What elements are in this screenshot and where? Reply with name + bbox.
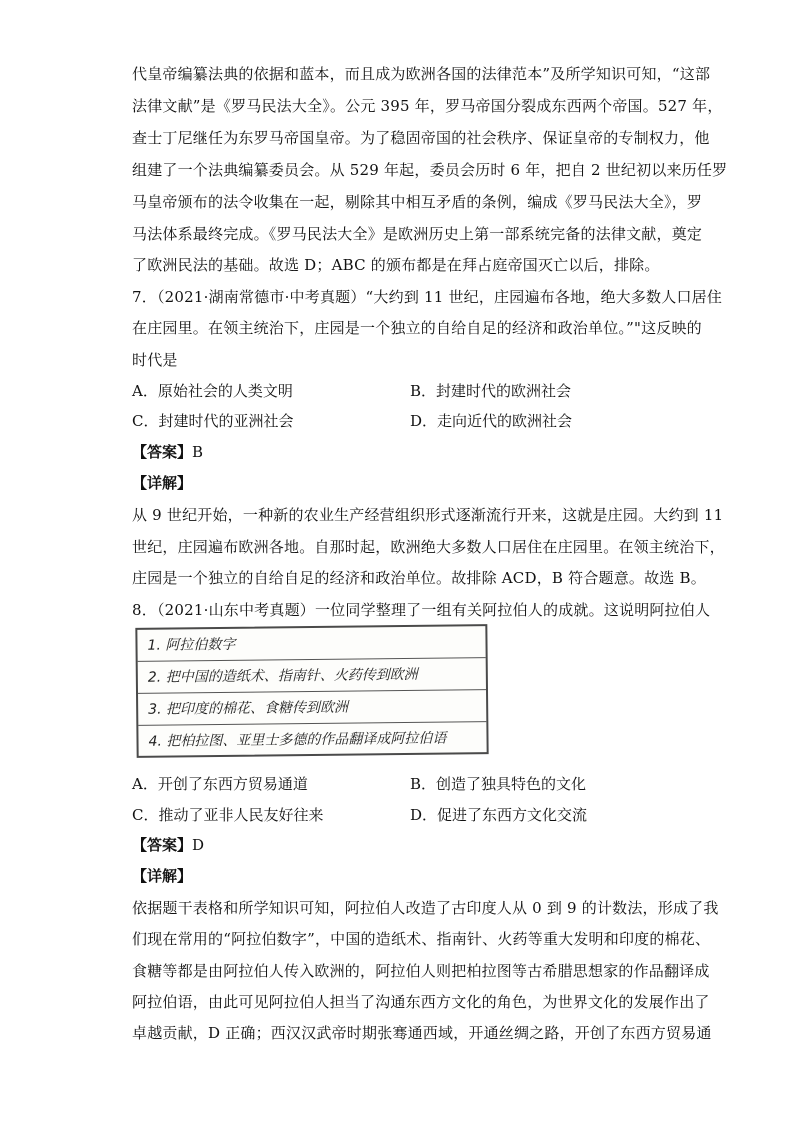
q7-answer xyxy=(132,442,203,462)
intro-line: 了欧洲民法的基础。故选 D；ABC 的颁布都是在拜占庭帝国灭亡以后，排除。 xyxy=(132,256,660,274)
q7-option-a: A．原始社会的人类文明 xyxy=(132,382,293,400)
q7-option-b: B．封建时代的欧洲社会 xyxy=(410,382,572,400)
q8-detail-line: 卓越贡献，D 正确；西汉汉武帝时期张骞通西域，开通丝绸之路，开创了东西方贸易通 xyxy=(132,1024,712,1042)
intro-line: 查士丁尼继任为东罗马帝国皇帝。为了稳固帝国的社会秩序、保证皇帝的专制权力，他 xyxy=(132,129,710,147)
q7-detail-line: 世纪，庄园遍布欧洲各地。自那时起，欧洲绝大多数人口居住在庄园里。在领主统治下， xyxy=(132,538,725,556)
achievement-table xyxy=(135,624,488,758)
q8-option-a: A．开创了东西方贸易通道 xyxy=(132,775,308,793)
question-8-stem: 8．（2021·山东中考真题）一位同学整理了一组有关阿拉伯人的成就。这说明阿拉伯人 xyxy=(132,601,711,619)
q8-detail-line: 阿拉伯语，由此可见阿拉伯人担当了沟通东西方文化的角色，为世界文化的发展作出了 xyxy=(132,993,710,1011)
table-row: 1. 阿拉伯数字 xyxy=(137,626,485,662)
answer-label: 【答案】 xyxy=(132,443,193,461)
q7-detail-line: 从 9 世纪开始，一种新的农业生产经营组织形式逐渐流行开来，这就是庄园。大约到 11 xyxy=(132,506,724,524)
q8-detail-label: 【详解】 xyxy=(132,867,193,885)
q8-option-c: C．推动了亚非人民友好往来 xyxy=(132,806,324,824)
q8-detail-line: 食糖等都是由阿拉伯人传入欧洲的，阿拉伯人则把柏拉图等古希腊思想家的作品翻译成 xyxy=(132,962,710,980)
answer-value: B xyxy=(192,443,204,461)
q7-detail-line: 庄园是一个独立的自给自足的经济和政治单位。故排除 ACD，B 符合题意。故选 B。 xyxy=(132,569,706,587)
table-row: 4. 把柏拉图、亚里士多德的作品翻译成阿拉伯语 xyxy=(148,730,447,750)
q7-detail-label: 【详解】 xyxy=(132,474,193,492)
q7-option-c: C．封建时代的亚洲社会 xyxy=(132,412,294,430)
question-7-stem: 在庄园里。在领主统治下，庄园是一个独立的自给自足的经济和政治单位。”"这反映的 xyxy=(132,319,702,337)
q8-option-d: D．促进了东西方文化交流 xyxy=(410,806,588,824)
question-7-stem: 时代是 xyxy=(132,351,178,369)
answer-label: 【答案】 xyxy=(132,836,193,854)
q8-answer xyxy=(132,835,204,855)
intro-line: 马皇帝颁布的法令收集在一起，剔除其中相互矛盾的条例，编成《罗马民法大全》，罗 xyxy=(132,193,703,211)
q8-option-b: B．创造了独具特色的文化 xyxy=(410,775,587,793)
intro-line: 法律文献”是《罗马民法大全》。公元 395 年，罗马帝国分裂成东西两个帝国。527 年， xyxy=(132,97,723,115)
table-row: 3. 把印度的棉花、食糖传到欧洲 xyxy=(138,690,486,726)
q8-detail-line: 依据题干表格和所学知识可知，阿拉伯人改造了古印度人从 0 到 9 的计数法，形成了我 xyxy=(132,899,719,917)
intro-line: 马法体系最终完成。《罗马民法大全》是欧洲历史上第一部系统完备的法律文献，奠定 xyxy=(132,225,703,243)
q8-detail-line: 们现在常用的“阿拉伯数字”，中国的造纸术、指南针、火药等重大发明和印度的棉花、 xyxy=(132,930,711,948)
intro-line: 组建了一个法典编纂委员会。从 529 年起，委员会历时 6 年，把自 2 世纪初以来历任罗 xyxy=(132,161,728,179)
q7-option-d: D．走向近代的欧洲社会 xyxy=(410,412,573,430)
table-row: 2. 把中国的造纸术、指南针、火药传到欧洲 xyxy=(138,658,486,694)
question-7-stem: 7．（2021·湖南常德市·中考真题）“大约到 11 世纪，庄园遍布各地，绝大多数人口居住 xyxy=(132,288,723,306)
answer-value: D xyxy=(192,836,205,854)
intro-line: 代皇帝编纂法典的依据和蓝本，而且成为欧洲各国的法律范本”及所学知识可知，“这部 xyxy=(132,65,711,83)
